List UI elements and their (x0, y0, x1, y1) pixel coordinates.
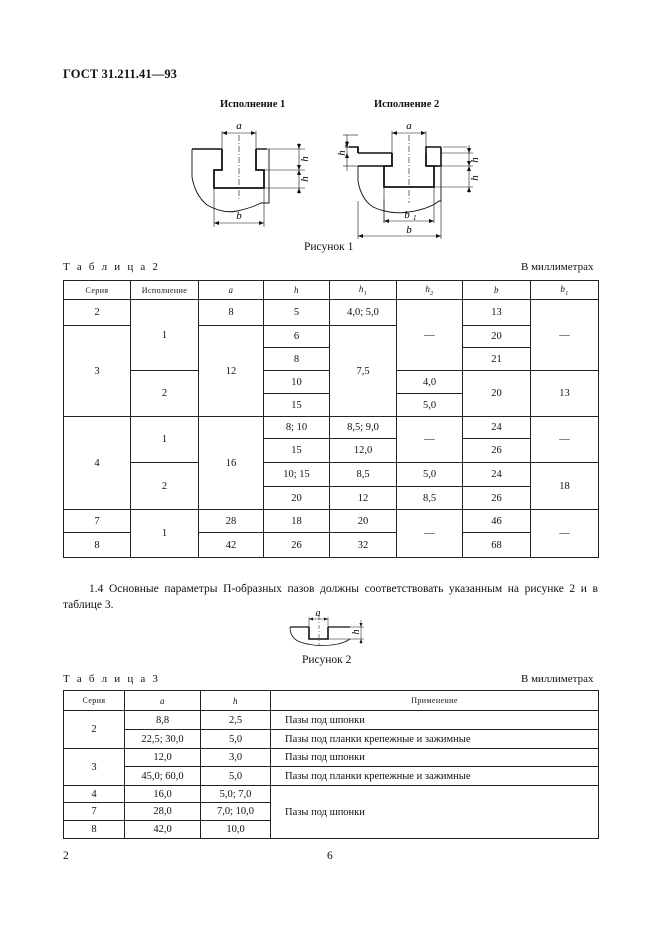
table-row (64, 730, 599, 749)
cell: 5,0 (397, 463, 463, 487)
cell: 3 (64, 326, 131, 417)
header-a: a (199, 281, 264, 300)
cell: 12,0 (125, 749, 201, 767)
cell: 32 (330, 533, 397, 558)
dim-h: h (469, 157, 481, 163)
table-row (64, 786, 599, 803)
cell: 12,0 (330, 439, 397, 463)
cell: 10; 15 (264, 463, 330, 487)
cell: Пазы под шпонки (271, 749, 599, 767)
cell: 10,0 (201, 821, 271, 839)
cell: Пазы под планки крепежные и зажимные (271, 767, 599, 786)
cell: 21 (463, 348, 531, 371)
cell: 12 (199, 326, 264, 417)
cell: Пазы под планки крепежные и зажимные (271, 730, 599, 749)
cell: 1 (131, 417, 199, 463)
cell: 8,8 (125, 711, 201, 730)
cell: 8,5 (397, 487, 463, 510)
cell: 68 (463, 533, 531, 558)
table-row (64, 767, 599, 786)
figure2-drawing (288, 608, 368, 652)
table-header-row (64, 281, 599, 300)
cell: 8 (199, 300, 264, 326)
figure1-variant2-drawing (335, 115, 481, 240)
dim-h: h (351, 629, 362, 635)
variant-2-label: Исполнение 2 (374, 99, 440, 110)
dim-h2-sub: 2 (345, 140, 349, 148)
cell: 15 (264, 439, 330, 463)
table-row (64, 300, 599, 326)
cell: 10 (264, 371, 330, 394)
table-header-row (64, 691, 599, 711)
cell: 8,5; 9,0 (330, 417, 397, 439)
cell: 16,0 (125, 786, 201, 803)
cell: — (397, 417, 463, 463)
cell: 4,0 (397, 371, 463, 394)
cell: 1 (131, 510, 199, 558)
cell: 15 (264, 394, 330, 417)
header-h: h (264, 281, 330, 300)
cell: — (531, 300, 599, 371)
cell: 8,5 (330, 463, 397, 487)
cell: 2,5 (201, 711, 271, 730)
document-code: ГОСТ 31.211.41—93 (63, 67, 178, 81)
dim-a: a (236, 120, 242, 132)
cell: Пазы под шпонки (271, 786, 599, 839)
dim-b: b (406, 224, 412, 236)
cell: — (531, 417, 599, 463)
cell: 8 (64, 821, 125, 839)
cell: 46 (463, 510, 531, 533)
dim-b1-sub: 1 (413, 214, 417, 222)
header-b: b (463, 281, 531, 300)
cell: Пазы под шпонки (271, 711, 599, 730)
figure1-variant1-drawing (185, 115, 311, 235)
cell: 20 (330, 510, 397, 533)
cell: 6 (264, 326, 330, 348)
cell: 22,5; 30,0 (125, 730, 201, 749)
header-h1: $h_1$ (330, 281, 397, 300)
cell: 8; 10 (264, 417, 330, 439)
table-row (64, 711, 599, 730)
cell: 12 (330, 487, 397, 510)
dim-a: a (406, 120, 412, 132)
cell: 3 (64, 749, 125, 786)
paragraph-1-4: 1.4 Основные параметры П-образных пазов должны соответствовать указанным на рисунке 2 и в таблице 3. (63, 583, 598, 611)
cell: 20 (264, 487, 330, 510)
cell: 26 (264, 533, 330, 558)
cell: 28 (199, 510, 264, 533)
sheet-number: 6 (327, 850, 333, 862)
cell: 20 (463, 371, 531, 417)
cell: 2 (64, 711, 125, 749)
cell: 3,0 (201, 749, 271, 767)
cell: 5,0; 7,0 (201, 786, 271, 803)
header-h2: $h_2$ (397, 281, 463, 300)
header-variant: Исполнение (131, 281, 199, 300)
cell: 28,0 (125, 803, 201, 821)
cell: 20 (463, 326, 531, 348)
cell: — (397, 300, 463, 371)
dim-h: h (299, 156, 311, 162)
cell: 5,0 (397, 394, 463, 417)
cell: 18 (264, 510, 330, 533)
cell: 1 (131, 300, 199, 371)
cell: 42 (199, 533, 264, 558)
cell: — (397, 510, 463, 558)
cell: 4 (64, 417, 131, 510)
table3-units: В миллиметрах (521, 673, 594, 685)
cell: 42,0 (125, 821, 201, 839)
table-row (64, 749, 599, 767)
cell: 5,0 (201, 767, 271, 786)
cell: 26 (463, 487, 531, 510)
cell: 8 (264, 348, 330, 371)
figure2-caption: Рисунок 2 (302, 654, 352, 666)
page-number: 2 (63, 850, 69, 862)
cell: 8 (64, 533, 131, 558)
dim-h1: h (299, 176, 311, 182)
table3-label: Т а б л и ц а 3 (63, 673, 161, 685)
cell: 13 (531, 371, 599, 417)
cell: 5,0 (201, 730, 271, 749)
cell: 4,0; 5,0 (330, 300, 397, 326)
cell: 7,0; 10,0 (201, 803, 271, 821)
table-row (64, 510, 599, 533)
dim-h1: h (469, 175, 481, 181)
table-row (64, 417, 599, 439)
dim-b1: b (404, 209, 410, 221)
cell: 7 (64, 510, 131, 533)
cell: 2 (131, 371, 199, 417)
cell: 7 (64, 803, 125, 821)
figure1-caption: Рисунок 1 (304, 241, 354, 253)
dim-h2: h (336, 150, 348, 156)
table-3 (63, 690, 599, 839)
cell: 24 (463, 417, 531, 439)
cell: 16 (199, 417, 264, 510)
header-h: h (201, 691, 271, 711)
header-application: Применение (271, 691, 599, 711)
variant-1-label: Исполнение 1 (220, 99, 286, 110)
cell: 2 (64, 300, 131, 326)
cell: 18 (531, 463, 599, 510)
cell: — (531, 510, 599, 558)
header-b1: $b_1$ (531, 281, 599, 300)
cell: 5 (264, 300, 330, 326)
cell: 45,0; 60,0 (125, 767, 201, 786)
cell: 2 (131, 463, 199, 510)
table-2 (63, 280, 599, 558)
cell: 24 (463, 463, 531, 487)
header-a: a (125, 691, 201, 711)
table2-units: В миллиметрах (521, 261, 594, 273)
cell: 7,5 (330, 326, 397, 417)
cell: 4 (64, 786, 125, 803)
table2-label: Т а б л и ц а 2 (63, 261, 161, 273)
cell: 13 (463, 300, 531, 326)
table-row (64, 463, 599, 487)
dim-a: a (315, 608, 321, 619)
dim-b: b (236, 210, 242, 222)
header-series: Серия (64, 691, 125, 711)
cell: 26 (463, 439, 531, 463)
header-series: Серия (64, 281, 131, 300)
